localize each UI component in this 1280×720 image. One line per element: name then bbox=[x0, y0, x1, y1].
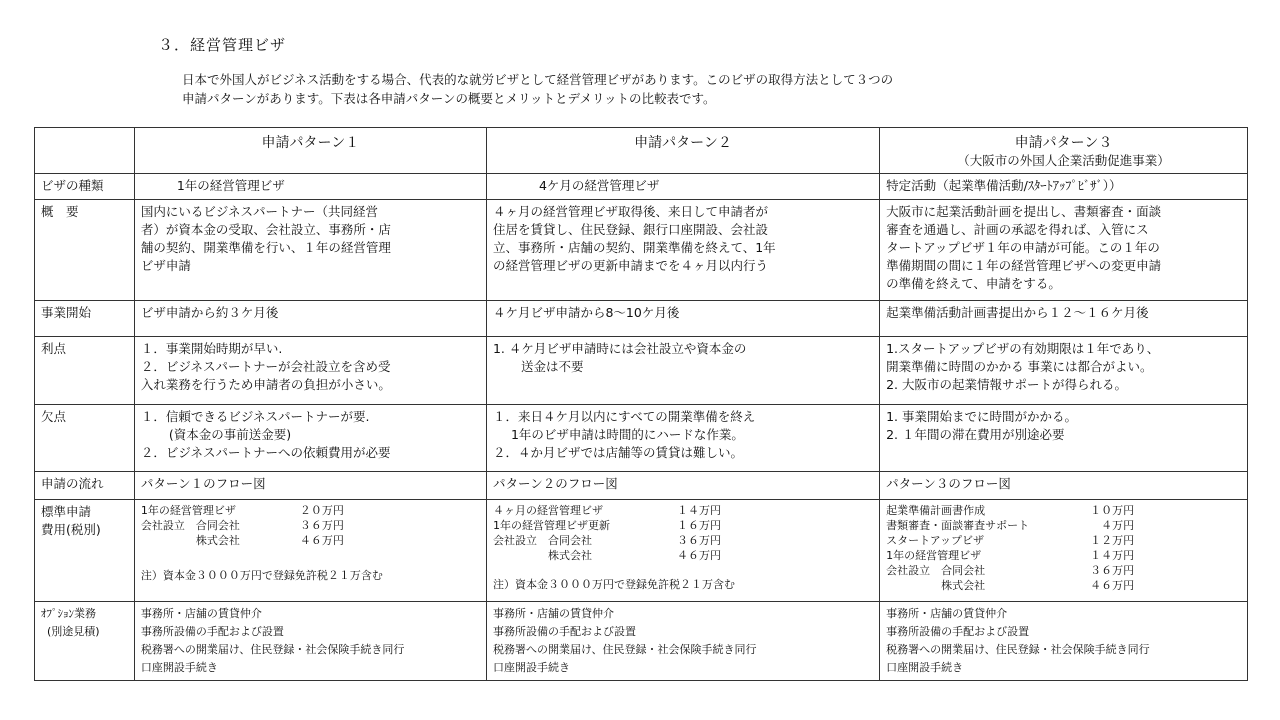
visa-p2: 4ケ月の経営管理ビザ bbox=[486, 174, 879, 200]
fee-price: ４６万円 bbox=[1090, 579, 1135, 592]
visa-p3: 特定活動（起業準備活動/ｽﾀｰﾄｱｯﾌﾟﾋﾞｻﾞ）） bbox=[880, 174, 1248, 200]
row-label-merit: 利点 bbox=[35, 337, 135, 405]
text-line: 1年のビザ申請は時間的にハードな作業。 bbox=[510, 427, 744, 442]
start-p3: 起業準備活動計画書提出から１２～１６ケ月後 bbox=[880, 301, 1248, 337]
option-item: 事務所設備の手配および設置 bbox=[492, 625, 636, 638]
fee-item: 会社設立 合同会社 bbox=[140, 519, 240, 532]
fee-item: 1年の経営管理ビザ bbox=[140, 504, 236, 517]
flow-p2-link[interactable]: パターン２のフロー図 bbox=[486, 472, 879, 500]
fee-price: １０万円 bbox=[1090, 504, 1135, 517]
merit-p2 bbox=[486, 337, 879, 405]
text-line: ２．ビジネスパートナーが会社設立を含め受 bbox=[140, 359, 391, 374]
option-item: 税務署への開業届け、住民登録・社会保険手続き同行 bbox=[140, 643, 405, 656]
text-line: の準備を終えて、申請をする。 bbox=[886, 276, 1061, 291]
row-label-overview: 概 要 bbox=[35, 200, 135, 301]
text-line: 2. １年間の滞在費用が別途必要 bbox=[886, 427, 1065, 442]
flow-p1-link[interactable]: パターン１のフロー図 bbox=[134, 472, 486, 500]
fee-label-line: 費用(税別) bbox=[41, 522, 101, 537]
text-line: 大阪市に起業活動計画を提出し、書類審査・面談 bbox=[886, 204, 1162, 219]
demerit-p1 bbox=[134, 405, 486, 472]
text-line: 国内にいるビジネスパートナー（共同経営 bbox=[140, 204, 378, 219]
merit-p3 bbox=[880, 337, 1248, 405]
fee-row bbox=[35, 500, 1248, 602]
fee-price: ３６万円 bbox=[299, 519, 344, 532]
demerit-p3 bbox=[880, 405, 1248, 472]
flow-p3-link[interactable]: パターン３のフロー図 bbox=[880, 472, 1248, 500]
option-p2 bbox=[486, 602, 879, 681]
fee-item: 書類審査・面談審査サポート bbox=[886, 519, 1030, 532]
fee-price: ２０万円 bbox=[299, 504, 344, 517]
fee-price: ３６万円 bbox=[676, 534, 721, 547]
fee-list bbox=[886, 503, 1241, 593]
merit-row bbox=[35, 337, 1248, 405]
start-p2: ４ケ月ビザ申請から8～10ケ月後 bbox=[486, 301, 879, 337]
text-line: 者）が資本金の受取、会社設立、事務所・店 bbox=[140, 222, 391, 237]
option-label-line: ｵﾌﾟｼｮﾝ業務 bbox=[41, 607, 96, 620]
start-p1: ビザ申請から約３ケ月後 bbox=[134, 301, 486, 337]
text-line: の経営管理ビザの更新申請までを４ヶ月以内行う bbox=[492, 258, 768, 273]
row-label-visa: ビザの種類 bbox=[35, 174, 135, 200]
intro-line: 日本で外国人がビジネス活動をする場合、代表的な就労ビザとして経営管理ビザがあります。このビザの取得方法として３つの bbox=[182, 72, 894, 87]
option-item: 事務所・店舗の賃貸仲介 bbox=[886, 607, 1008, 620]
text-line: 1. ４ケ月ビザ申請時には会社設立や資本金の bbox=[492, 341, 747, 356]
fee-item: スタートアップビザ bbox=[886, 534, 984, 547]
text-line: 舗の契約、開業準備を行い、１年の経営管理 bbox=[140, 240, 391, 255]
text-line: 1.スタートアップビザの有効期限は１年であり、 bbox=[886, 341, 1160, 356]
flow-row bbox=[35, 472, 1248, 500]
text-line: 1. 事業開始までに時間がかかる。 bbox=[886, 409, 1077, 424]
text-line: １．信頼できるビジネスパートナーが要. bbox=[140, 409, 370, 424]
fee-price: １２万円 bbox=[1090, 534, 1135, 547]
fee-item: 株式会社 bbox=[140, 534, 240, 547]
demerit-row bbox=[35, 405, 1248, 472]
option-p1 bbox=[134, 602, 486, 681]
text-line: 送金は不要 bbox=[520, 359, 584, 374]
fee-price: ４６万円 bbox=[676, 549, 721, 562]
comparison-table bbox=[34, 127, 1248, 681]
option-item: 口座開設手続き bbox=[886, 661, 964, 674]
fee-item: 株式会社 bbox=[492, 549, 592, 562]
fee-item: 1年の経営管理ビザ bbox=[886, 549, 982, 562]
text-line: (資本金の事前送金要) bbox=[168, 427, 292, 442]
header-pattern-1: 申請パターン１ bbox=[134, 128, 486, 174]
fee-item: 起業準備計画書作成 bbox=[886, 504, 986, 517]
option-item: 事務所・店舗の賃貸仲介 bbox=[140, 607, 262, 620]
fee-item: 会社設立 合同会社 bbox=[492, 534, 592, 547]
option-label-line: (別途見積) bbox=[47, 625, 100, 638]
text-line: 住居を賃貸し、住民登録、銀行口座開設、会社設 bbox=[492, 222, 768, 237]
text-line: ４ヶ月の経営管理ビザ取得後、来日して申請者が bbox=[492, 204, 768, 219]
option-row bbox=[35, 602, 1248, 681]
option-item: 税務署への開業届け、住民登録・社会保険手続き同行 bbox=[492, 643, 757, 656]
fee-item: 1年の経営管理ビザ更新 bbox=[492, 519, 610, 532]
fee-label-line: 標準申請 bbox=[41, 504, 92, 519]
option-item: 事務所・店舗の賃貸仲介 bbox=[492, 607, 614, 620]
text-line: 準備期間の間に１年の経営管理ビザへの変更申請 bbox=[886, 258, 1162, 273]
fee-item: ４ヶ月の経営管理ビザ bbox=[492, 504, 603, 517]
fee-price: ４万円 bbox=[1101, 519, 1135, 532]
text-line: 立、事務所・店舗の契約、開業準備を終えて、1年 bbox=[492, 240, 776, 255]
header-pattern-3-subtitle: （大阪市の外国人企業活動促進事業） bbox=[957, 153, 1170, 168]
intro-paragraph bbox=[182, 70, 1222, 108]
fee-price: １６万円 bbox=[676, 519, 721, 532]
fee-item: 株式会社 bbox=[886, 579, 986, 592]
option-item: 事務所設備の手配および設置 bbox=[886, 625, 1030, 638]
corner-cell bbox=[35, 128, 135, 174]
text-line: 開業準備に時間のかかる 事業には都合がよい。 bbox=[886, 359, 1153, 374]
section-title: ３．経営管理ビザ bbox=[158, 36, 287, 54]
fee-price: ３６万円 bbox=[1090, 564, 1135, 577]
text-line: タートアップビザ１年の申請が可能。この１年の bbox=[886, 240, 1160, 255]
option-item: 口座開設手続き bbox=[492, 661, 570, 674]
visa-type-row bbox=[35, 174, 1248, 200]
option-p3 bbox=[880, 602, 1248, 681]
fee-p3 bbox=[880, 500, 1248, 602]
text-line: １．来日４ケ月以内にすべての開業準備を終え bbox=[492, 409, 756, 424]
overview-row bbox=[35, 200, 1248, 301]
header-pattern-3-title: 申請パターン３ bbox=[1014, 135, 1113, 151]
text-line: 2. 大阪市の起業情報サポートが得られる。 bbox=[886, 377, 1127, 392]
option-item: 事務所設備の手配および設置 bbox=[140, 625, 284, 638]
option-item: 口座開設手続き bbox=[140, 661, 218, 674]
option-item: 税務署への開業届け、住民登録・社会保険手続き同行 bbox=[886, 643, 1150, 656]
text-line: 審査を通過し、計画の承認を得れば、入管にス bbox=[886, 222, 1149, 237]
fee-list bbox=[141, 503, 480, 548]
overview-p1 bbox=[134, 200, 486, 301]
demerit-p2 bbox=[486, 405, 879, 472]
text-line: １．事業開始時期が早い. bbox=[140, 341, 283, 356]
intro-line: 申請パターンがあります。下表は各申請パターンの概要とメリットとデメリットの比較表です。 bbox=[182, 91, 716, 106]
text-line: ２．４か月ビザでは店舗等の賃貸は難しい。 bbox=[492, 445, 743, 460]
row-label-fee bbox=[35, 500, 135, 602]
merit-p1 bbox=[134, 337, 486, 405]
header-row bbox=[35, 128, 1248, 174]
fee-price: １４万円 bbox=[1090, 549, 1135, 562]
row-label-option bbox=[35, 602, 135, 681]
text-line: ２．ビジネスパートナーへの依頼費用が必要 bbox=[140, 445, 391, 460]
header-pattern-2: 申請パターン２ bbox=[486, 128, 879, 174]
fee-list bbox=[493, 503, 873, 563]
fee-p1 bbox=[134, 500, 486, 602]
row-label-flow: 申請の流れ bbox=[35, 472, 135, 500]
fee-note: 注）資本金３０００万円で登録免許税２１万含む bbox=[140, 569, 383, 582]
fee-item: 会社設立 合同会社 bbox=[886, 564, 986, 577]
row-label-start: 事業開始 bbox=[35, 301, 135, 337]
fee-p2 bbox=[486, 500, 879, 602]
fee-note: 注）資本金３０００万円で登録免許税２１万含む bbox=[492, 578, 735, 591]
business-start-row bbox=[35, 301, 1248, 337]
overview-p2 bbox=[486, 200, 879, 301]
text-line: ビザ申請 bbox=[140, 258, 191, 273]
fee-price: ４６万円 bbox=[299, 534, 344, 547]
fee-price: １４万円 bbox=[676, 504, 721, 517]
visa-p1: 1年の経営管理ビザ bbox=[134, 174, 486, 200]
text-line: 入れ業務を行うため申請者の負担が小さい。 bbox=[140, 377, 391, 392]
overview-p3 bbox=[880, 200, 1248, 301]
row-label-demerit: 欠点 bbox=[35, 405, 135, 472]
header-pattern-3 bbox=[880, 128, 1248, 174]
